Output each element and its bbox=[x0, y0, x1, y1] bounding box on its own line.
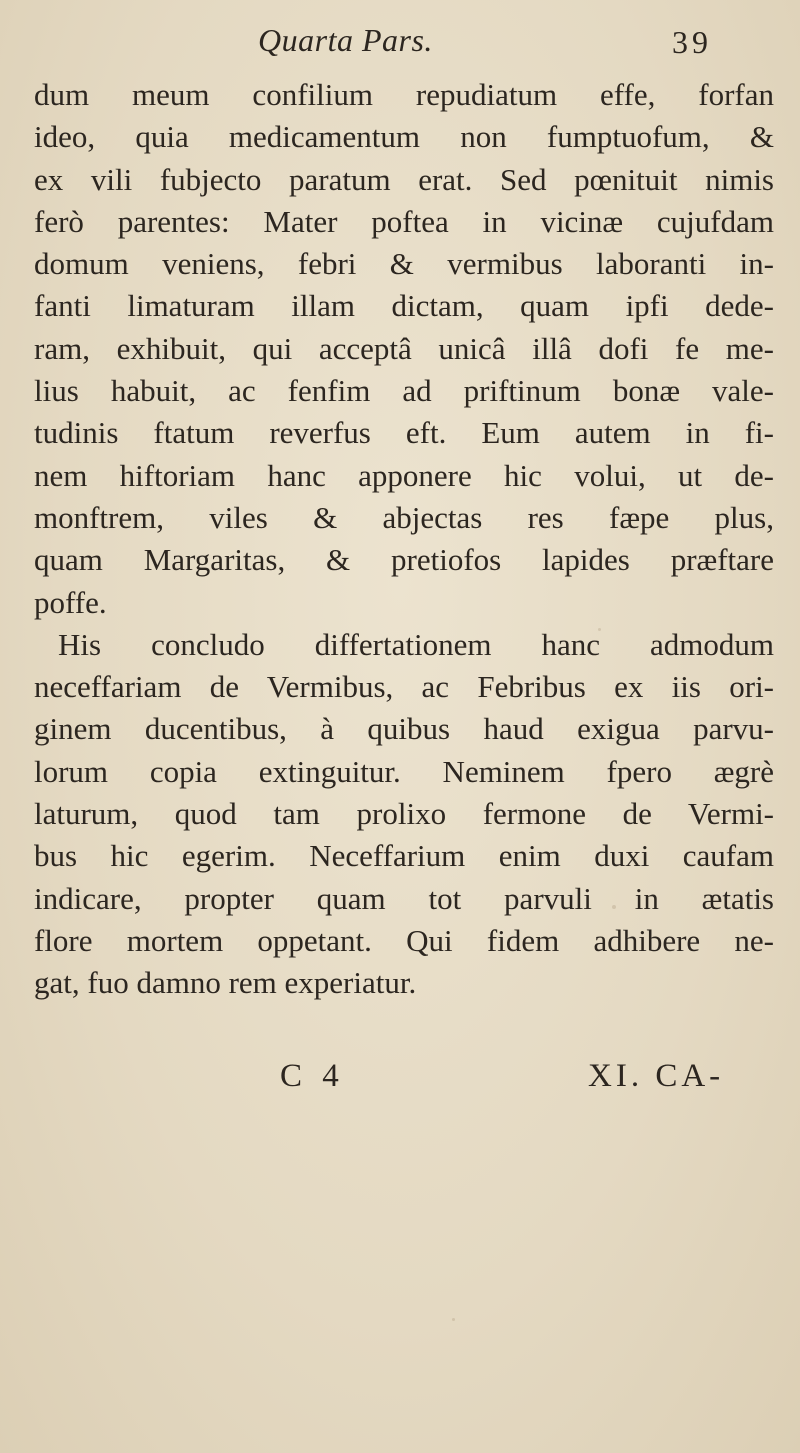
text-line: ram, exhibuit, qui acceptâ unicâ illâ dofi fe me- bbox=[34, 330, 774, 366]
text-line: domum veniens, febri & vermibus laboranti in- bbox=[34, 246, 774, 282]
page-header bbox=[0, 22, 800, 70]
text-line: ferò parentes: Mater poftea in vicinæ cujufdam bbox=[34, 203, 774, 239]
text-line: flore mortem oppetant. Qui fidem adhibere ne- bbox=[34, 922, 774, 958]
text-line: dum meum confilium repudiatum effe, forfan bbox=[34, 77, 774, 112]
signature-mark: C 4 bbox=[280, 1058, 345, 1094]
text-line: fanti limaturam illam dictam, quam ipfi dede- bbox=[34, 288, 774, 324]
text-line: lorum copia extinguitur. Neminem fpero ægrè bbox=[34, 753, 774, 789]
text-line: ginem ducentibus, à quibus haud exigua parvu- bbox=[34, 711, 774, 747]
text-line: ideo, quia medicamentum non fumptuofum, & bbox=[34, 119, 774, 155]
page-footer bbox=[0, 1058, 800, 1102]
text-line: poffe. bbox=[34, 584, 107, 620]
page-number: 39 bbox=[672, 24, 712, 60]
text-line: bus hic egerim. Neceffarium enim duxi caufam bbox=[34, 838, 774, 874]
text-line: ex vili fubjecto paratum erat. Sed pœnituit nimis bbox=[34, 161, 774, 197]
text-line: laturum, quod tam prolixo fermone de Vermi- bbox=[34, 796, 774, 832]
text-line: nem hiftoriam hanc apponere hic volui, ut de- bbox=[34, 457, 774, 493]
catchword: XI. CA- bbox=[588, 1058, 725, 1094]
paper-stain bbox=[452, 1318, 455, 1321]
text-line: gat, fuo damno rem experiatur. bbox=[34, 965, 417, 1001]
text-line: neceffariam de Vermibus, ac Febribus ex iis ori- bbox=[34, 669, 774, 705]
paragraph-first-line: His concludo differtationem hanc admodum bbox=[58, 626, 774, 662]
text-line: lius habuit, ac fenfim ad priftinum bonæ vale- bbox=[34, 373, 774, 409]
text-line: quam Margaritas, & pretiofos lapides præftare bbox=[34, 542, 774, 578]
body-text bbox=[34, 74, 774, 1005]
text-line: tudinis ftatum reverfus eft. Eum autem in fi- bbox=[34, 415, 774, 451]
text-line: monftrem, viles & abjectas res fæpe plus, bbox=[34, 499, 774, 535]
running-head: Quarta Pars. bbox=[258, 22, 433, 58]
text-line: indicare, propter quam tot parvuli in ætatis bbox=[34, 880, 774, 916]
